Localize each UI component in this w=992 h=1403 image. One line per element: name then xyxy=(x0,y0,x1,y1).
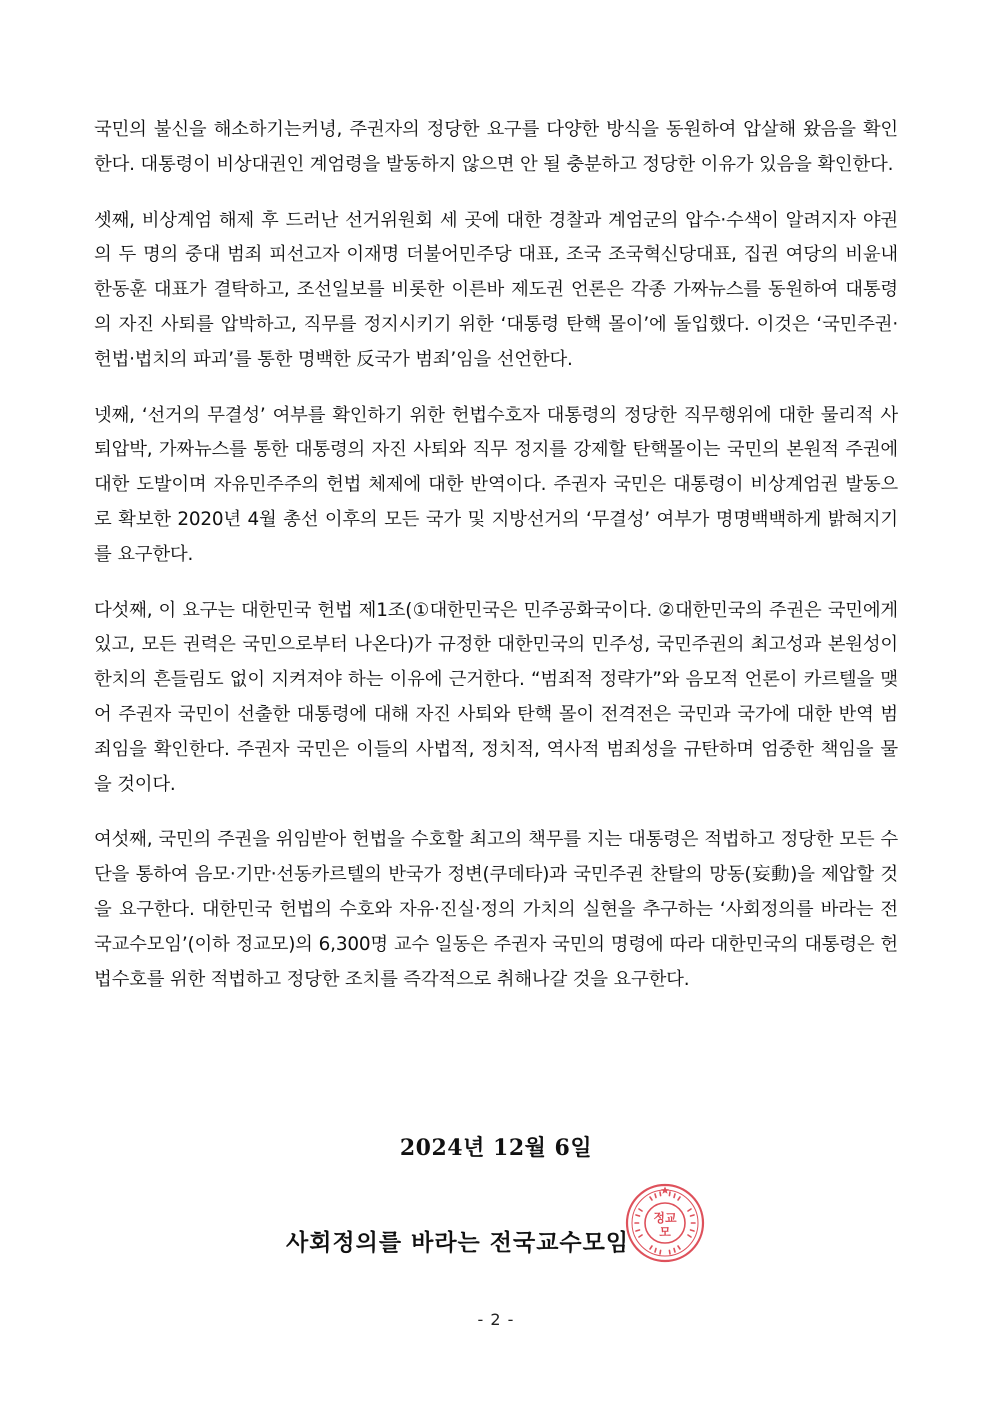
svg-text:모: 모 xyxy=(659,1225,671,1239)
document-date: 2024년 12월 6일 xyxy=(399,1135,593,1161)
paragraph-continuation: 국민의 불신을 해소하기는커녕, 주권자의 정당한 요구를 다양한 방식을 동원하여 압살해 왔음을 확인한다. 대통령이 비상대권인 계엄령을 발동하지 않으면 안 될 충분하고 정당한 이유가 있음을 확인한다. xyxy=(94,119,898,175)
paragraph-sixth: 여섯째, 국민의 주권을 위임받아 헌법을 수호할 최고의 책무를 지는 대통령은 적법하고 정당한 모든 수단을 통하여 음모·기만·선동카르텔의 반국가 정변(쿠데타)과 국민주권 찬탈의 망동(妄動)을 제압할 것을 요구한다. 대한민국 헌법의 수호와 자유·진실·정의 가치의 실현을 추구하는 ‘사회정의를 바라는 전국교수모임’(이하 정교모)의 6,300명 교수 일동은 주권자 국민의 명령에 따라 대한민국의 대통령은 헌법수호를 위한 적법하고 정당한 조치를 즉각적으로 취해나갈 것을 요구한다. xyxy=(94,829,898,990)
paragraph-fourth: 넷째, ‘선거의 무결성’ 여부를 확인하기 위한 헌법수호자 대통령의 정당한 직무행위에 대한 물리적 사퇴압박, 가짜뉴스를 통한 대통령의 자진 사퇴와 직무 정지를 강제할 탄핵몰이는 국민의 본원적 주권에 대한 도발이며 자유민주주의 헌법 체제에 대한 반역이다. 주권자 국민은 대통령이 비상계엄권 발동으로 확보한 2020년 4월 총선 이후의 모든 국가 및 지방선거의 ‘무결성’ 여부가 명명백백하게 밝혀지기를 요구한다. xyxy=(94,404,898,565)
organization-name: 사회정의를 바라는 전국교수모임 xyxy=(286,1230,630,1256)
paragraph-third: 셋째, 비상계엄 해제 후 드러난 선거위원회 세 곳에 대한 경찰과 계엄군의 압수·수색이 알려지자 야권의 두 명의 중대 범죄 피선고자 이재명 더불어민주당 대표, 조국 조국혁신당대표, 집권 여당의 비윤내 한동훈 대표가 결탁하고, 조선일보를 비롯한 이른바 제도권 언론은 각종 가짜뉴스를 동원하여 대통령의 자진 사퇴를 압박하고, 직무를 정지시키기 위한 ‘대통령 탄핵 몰이’에 돌입했다. 이것은 ‘국민주권·헌법·법치의 파괴’를 통한 명백한 反국가 범죄’임을 선언한다. xyxy=(94,209,898,370)
page-number: - 2 - xyxy=(477,1310,515,1329)
svg-text:정교: 정교 xyxy=(653,1211,677,1225)
organization-seal-icon xyxy=(624,1182,706,1264)
paragraph-fifth: 다섯째, 이 요구는 대한민국 헌법 제1조(①대한민국은 민주공화국이다. ②대한민국의 주권은 국민에게 있고, 모든 권력은 국민으로부터 나온다)가 규정한 대한민국의 민주성, 국민주권의 최고성과 본원성이 한치의 흔들림도 없이 지켜져야 하는 이유에 근거한다. “범죄적 정략가”와 음모적 언론이 카르텔을 맺어 주권자 국민이 선출한 대통령에 대해 자진 사퇴와 탄핵 몰이 전격전은 국민과 국가에 대한 반역 범죄임을 확인한다. 주권자 국민은 이들의 사법적, 정치적, 역사적 범죄성을 규탄하며 엄중한 책임을 물을 것이다. xyxy=(94,599,898,795)
document-body xyxy=(94,113,898,1018)
